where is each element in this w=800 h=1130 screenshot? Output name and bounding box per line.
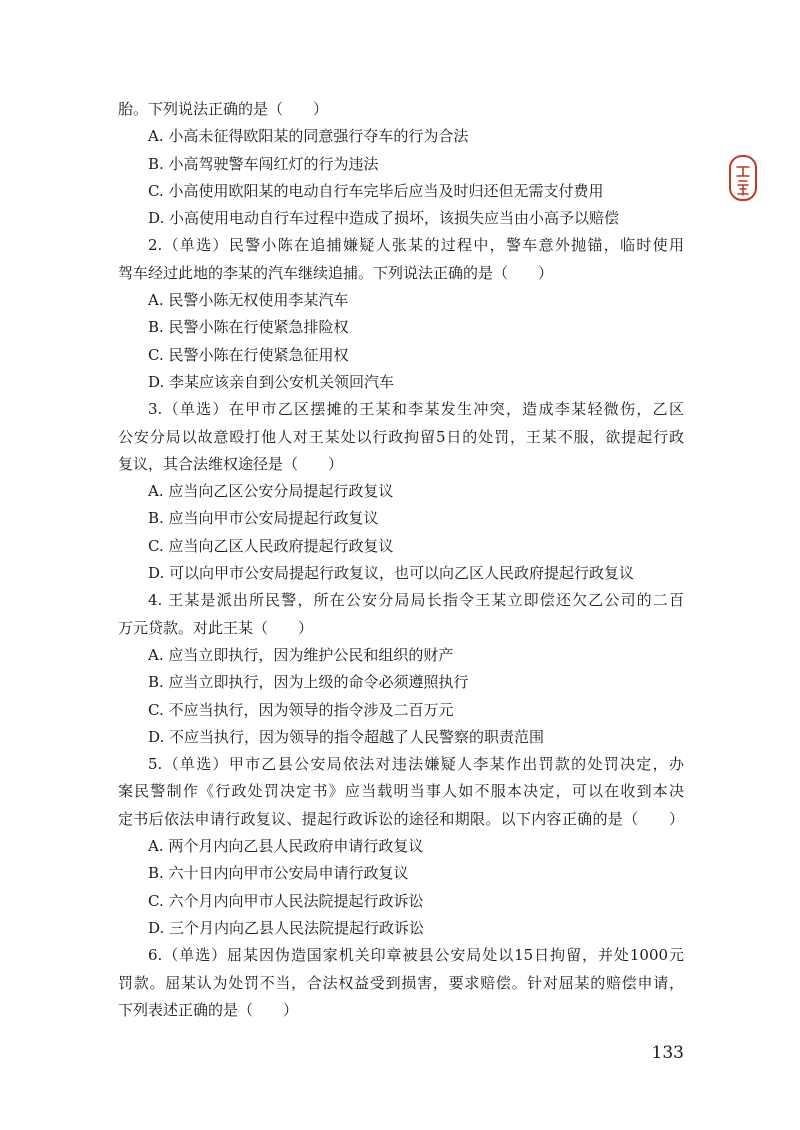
text-line: 下列表述正确的是（ ） [118,1000,299,1019]
text-line: D. 李某应该亲自到公安机关领回汽车 [148,372,395,391]
text-line: D. 不应当执行，因为领导的指令超越了人民警察的职责范围 [148,727,545,746]
text-line: A. 两个月内向乙县人民政府申请行政复议 [148,837,424,856]
text-line: 复议，其合法维权途径是（ ） [118,454,344,473]
text-line: 罚款。屈某认为处罚不当，合法权益受到损害，要求赔偿。针对屈某的赔偿申请， [118,973,684,992]
text-line: A. 应当立即执行，因为维护公民和组织的财产 [148,645,454,664]
text-line: A. 应当向乙区公安分局提起行政复议 [148,482,394,501]
text-line: A. 小高未征得欧阳某的同意强行夺车的行为合法 [148,127,469,146]
text-line: B. 应当向甲市公安局提起行政复议 [148,509,379,528]
page-body-text [118,96,684,1024]
text-line: A. 民警小陈无权使用李某汽车 [148,291,349,310]
text-line: C. 民警小陈在行使紧急征用权 [148,345,349,364]
text-line: B. 小高驾驶警车闯红灯的行为违法 [148,154,379,173]
text-line: 公安分局以故意殴打他人对王某处以行政拘留5日的处罚，王某不服，欲提起行政 [118,427,684,446]
text-line: 3.（单选）在甲市乙区摆摊的王某和李某发生冲突，造成李某轻微伤，乙区 [148,400,684,419]
text-line: 案民警制作《行政处罚决定书》应当载明当事人如不服本决定，可以在收到本决 [118,782,684,801]
text-line: 万元贷款。对此王某（ ） [118,618,314,637]
text-line: D. 可以向甲市公安局提起行政复议，也可以向乙区人民政府提起行政复议 [148,564,635,583]
text-line: D. 三个月内向乙县人民法院提起行政诉讼 [148,918,425,937]
text-line: C. 应当向乙区人民政府提起行政复议 [148,536,394,555]
red-seal-stamp-icon [728,154,758,202]
text-line: C. 小高使用欧阳某的电动自行车完毕后应当及时归还但无需支付费用 [148,181,604,200]
text-line: B. 应当立即执行，因为上级的命令必须遵照执行 [148,673,469,692]
text-line: B. 民警小陈在行使紧急排险权 [148,318,349,337]
text-line: C. 六个月内向甲市人民法院提起行政诉讼 [148,891,424,910]
text-line: 2.（单选）民警小陈在追捕嫌疑人张某的过程中，警车意外抛锚，临时使用 [148,236,684,255]
text-line: C. 不应当执行，因为领导的指令涉及二百万元 [148,700,454,719]
text-line: 4. 王某是派出所民警，所在公安分局局长指令王某立即偿还欠乙公司的二百 [148,591,684,610]
text-line: 定书后依法申请行政复议、提起行政诉讼的途径和期限。以下内容正确的是（ ） [118,809,684,828]
text-line: B. 六十日内向甲市公安局申请行政复议 [148,864,409,883]
page-number: 133 [651,1043,684,1063]
text-line: 5.（单选）甲市乙县公安局依法对违法嫌疑人李某作出罚款的处罚决定，办 [148,755,684,774]
text-line: 6.（单选）屈某因伪造国家机关印章被县公安局处以15日拘留，并处1000元 [148,946,684,965]
text-line: 胎。下列说法正确的是（ ） [118,100,329,118]
text-line: 驾车经过此地的李某的汽车继续追捕。下列说法正确的是（ ） [118,263,554,282]
text-line: D. 小高使用电动自行车过程中造成了损坏，该损失应当由小高予以赔偿 [148,209,620,228]
